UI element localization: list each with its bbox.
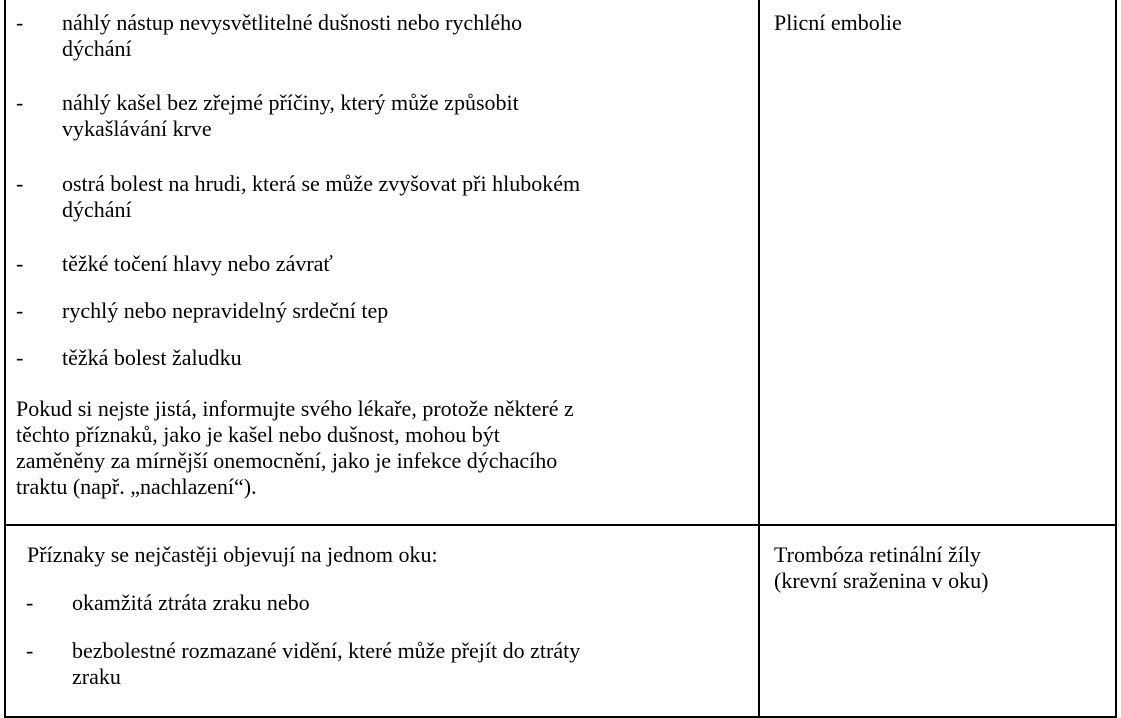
symptoms-cell bbox=[6, 0, 758, 524]
bullet-dash: - bbox=[26, 590, 34, 615]
condition-name: Plicní embolie bbox=[774, 10, 902, 35]
intro-text: Příznaky se nejčastěji objevují na jednom oku: bbox=[27, 542, 438, 567]
symptom-text: těžká bolest žaludku bbox=[62, 345, 242, 370]
bullet-dash: - bbox=[16, 298, 24, 323]
symptom-text: náhlý kašel bez zřejmé příčiny, který může způsobit vykašlávání krve bbox=[62, 90, 519, 141]
table-row bbox=[4, 524, 1117, 718]
symptom-text: okamžitá ztráta zraku nebo bbox=[72, 590, 310, 615]
bullet-dash: - bbox=[16, 251, 24, 276]
symptom-text: náhlý nástup nevysvětlitelné dušnosti nebo rychlého dýchání bbox=[62, 10, 523, 61]
bullet-dash: - bbox=[16, 345, 24, 370]
symptom-text: bezbolestné rozmazané vidění, které může přejít do ztráty zraku bbox=[72, 638, 581, 689]
symptom-table bbox=[4, 0, 1117, 716]
bullet-dash: - bbox=[26, 638, 34, 663]
condition-cell bbox=[760, 0, 1115, 524]
symptoms-cell bbox=[6, 526, 758, 716]
bullet-dash: - bbox=[16, 90, 24, 115]
symptom-text: těžké točení hlavy nebo závrať bbox=[62, 251, 333, 276]
symptom-text: rychlý nebo nepravidelný srdeční tep bbox=[62, 298, 389, 323]
condition-cell bbox=[760, 526, 1115, 716]
bullet-dash: - bbox=[16, 10, 24, 35]
condition-name: Trombóza retinální žíly (krevní sraženina v oku) bbox=[774, 542, 989, 593]
bullet-dash: - bbox=[16, 171, 24, 196]
table-row bbox=[4, 0, 1117, 524]
note-paragraph: Pokud si nejste jistá, informujte svého lékaře, protože některé z těchto příznaků, jako je kašel nebo dušnost, mohou být zaměněny za mírnější onemocnění, jako je infekce dýchacího traktu (např. „nachlazení“). bbox=[16, 396, 574, 499]
symptom-text: ostrá bolest na hrudi, která se může zvyšovat při hlubokém dýchání bbox=[62, 171, 581, 222]
